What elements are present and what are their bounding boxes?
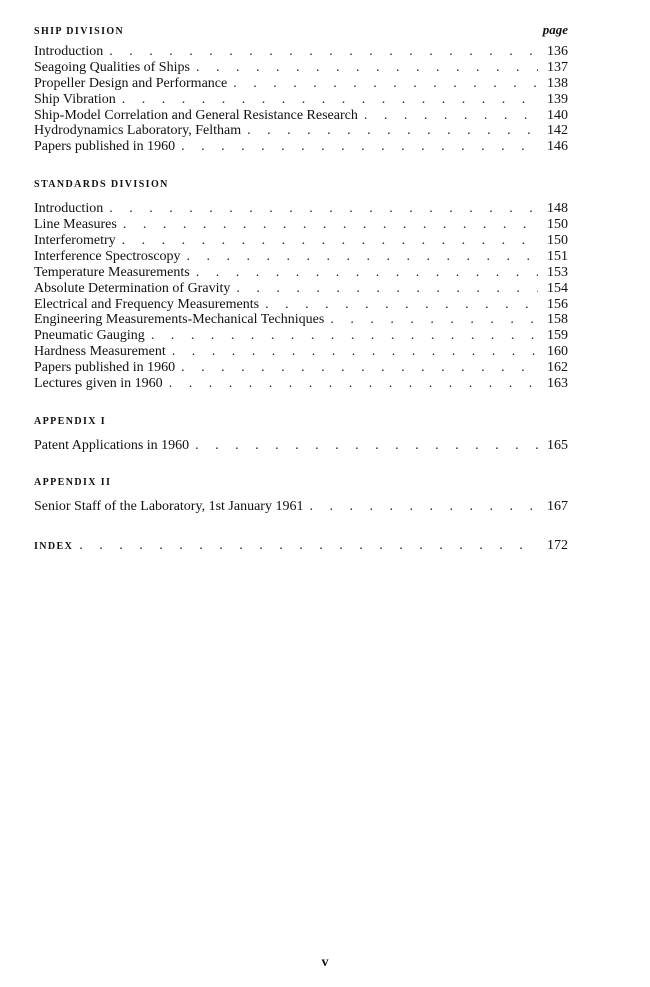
section-appendix-1 (34, 416, 568, 454)
section-title: APPENDIX II (34, 476, 112, 488)
entry-page-number: 136 (547, 44, 568, 59)
toc-entry[interactable] (34, 249, 568, 265)
dot-leader (196, 60, 538, 76)
dot-leader (172, 344, 538, 360)
toc-entry[interactable] (34, 328, 568, 344)
entry-page-number: 153 (547, 264, 568, 280)
dot-leader (109, 201, 538, 217)
dot-leader (195, 438, 538, 454)
entry-title: Propeller Design and Performance (34, 75, 228, 91)
entry-title: Interference Spectroscopy (34, 248, 181, 264)
section-spacer (34, 155, 568, 179)
entry-page-number: 156 (547, 296, 568, 312)
entry-page-number: 148 (547, 201, 568, 217)
toc-entry[interactable] (34, 123, 568, 139)
dot-leader (236, 281, 538, 297)
section-standards-division (34, 179, 568, 392)
section-header (34, 179, 568, 201)
toc-entry[interactable] (34, 438, 568, 454)
section-header (34, 477, 568, 499)
entry-page-number: 150 (547, 217, 568, 233)
toc-entry[interactable] (34, 76, 568, 92)
entry-title: Pneumatic Gauging (34, 328, 145, 344)
entry-title: Electrical and Frequency Measurements (34, 296, 260, 312)
entry-title: Interferometry (34, 233, 116, 249)
toc-entry[interactable] (34, 217, 568, 233)
dot-leader (265, 297, 538, 313)
entry-title: Patent Applications in 1960 (34, 437, 190, 453)
dot-leader (233, 76, 538, 92)
entry-title: Absolute Determination of Gravity (34, 280, 231, 296)
entry-title: Seagoing Qualities of Ships (34, 59, 190, 75)
page-column-label: page (542, 22, 568, 37)
section-spacer (34, 454, 568, 477)
entry-title: INDEX (34, 540, 74, 552)
dot-leader (309, 499, 538, 515)
toc-entry[interactable] (34, 499, 568, 515)
dot-leader (122, 233, 538, 249)
entry-title: Engineering Measurements-Mechanical Techniques (34, 312, 325, 328)
entry-title: Senior Staff of the Laboratory, 1st January 1961 (34, 498, 304, 514)
entry-page-number: 138 (547, 75, 568, 91)
toc-entry[interactable] (34, 360, 568, 376)
section-spacer (34, 392, 568, 416)
section-title: APPENDIX I (34, 415, 107, 427)
entry-title: Papers published in 1960 (34, 360, 176, 376)
section-header (34, 416, 568, 438)
entry-title: Hydrodynamics Laboratory, Feltham (34, 123, 242, 139)
entry-page-number: 146 (547, 139, 568, 155)
entry-page-number: 160 (547, 344, 568, 360)
entry-title: Ship Vibration (34, 91, 116, 107)
section-title: SHIP DIVISION (34, 26, 125, 37)
toc-entry[interactable] (34, 376, 568, 392)
dot-leader (330, 312, 538, 328)
page-folio: v (321, 955, 329, 970)
entry-title: Ship-Model Correlation and General Resistance Research (34, 107, 358, 123)
entry-title: Hardness Measurement (34, 344, 166, 360)
entry-page-number: 139 (547, 91, 568, 107)
toc-entry[interactable] (34, 201, 568, 217)
toc-entry[interactable] (34, 312, 568, 328)
entry-page-number: 150 (547, 233, 568, 249)
entry-page-number: 165 (547, 437, 568, 453)
toc-entry[interactable] (34, 297, 568, 313)
toc-entry[interactable] (34, 139, 568, 155)
table-of-contents (34, 22, 568, 554)
toc-entry-index[interactable] (34, 538, 568, 554)
toc-entry[interactable] (34, 60, 568, 76)
entry-page-number: 158 (547, 312, 568, 328)
entry-page-number: 154 (547, 280, 568, 296)
toc-entry[interactable] (34, 108, 568, 124)
entry-page-number: 142 (547, 123, 568, 139)
entry-page-number: 137 (547, 59, 568, 75)
entry-page-number: 162 (547, 360, 568, 376)
entry-page-number: 167 (547, 498, 568, 514)
toc-entry[interactable] (34, 344, 568, 360)
dot-leader (109, 44, 538, 60)
toc-entry[interactable] (34, 265, 568, 281)
entry-page-number: 159 (547, 328, 568, 344)
entry-page-number: 140 (547, 107, 568, 123)
section-header (34, 22, 568, 44)
toc-entry[interactable] (34, 44, 568, 60)
dot-leader (79, 538, 538, 554)
toc-entry[interactable] (34, 92, 568, 108)
entry-page-number: 172 (547, 537, 568, 553)
section-ship-division (34, 22, 568, 155)
section-spacer (34, 515, 568, 538)
section-appendix-2 (34, 477, 568, 515)
dot-leader (247, 123, 538, 139)
dot-leader (181, 139, 538, 155)
section-title: STANDARDS DIVISION (34, 179, 169, 191)
dot-leader (169, 376, 538, 392)
dot-leader (364, 108, 538, 124)
entry-page-number: 151 (547, 248, 568, 264)
entry-title: Papers published in 1960 (34, 139, 176, 155)
dot-leader (196, 265, 538, 281)
dot-leader (123, 217, 538, 233)
entry-page-number: 163 (547, 376, 568, 392)
entry-title: Introduction (34, 201, 104, 217)
entry-title: Temperature Measurements (34, 264, 190, 280)
dot-leader (181, 360, 538, 376)
dot-leader (151, 328, 538, 344)
dot-leader (122, 92, 538, 108)
toc-entry[interactable] (34, 281, 568, 297)
dot-leader (187, 249, 538, 265)
entry-title: Line Measures (34, 217, 117, 233)
toc-entry[interactable] (34, 233, 568, 249)
entry-title: Introduction (34, 44, 104, 59)
entry-title: Lectures given in 1960 (34, 376, 163, 392)
